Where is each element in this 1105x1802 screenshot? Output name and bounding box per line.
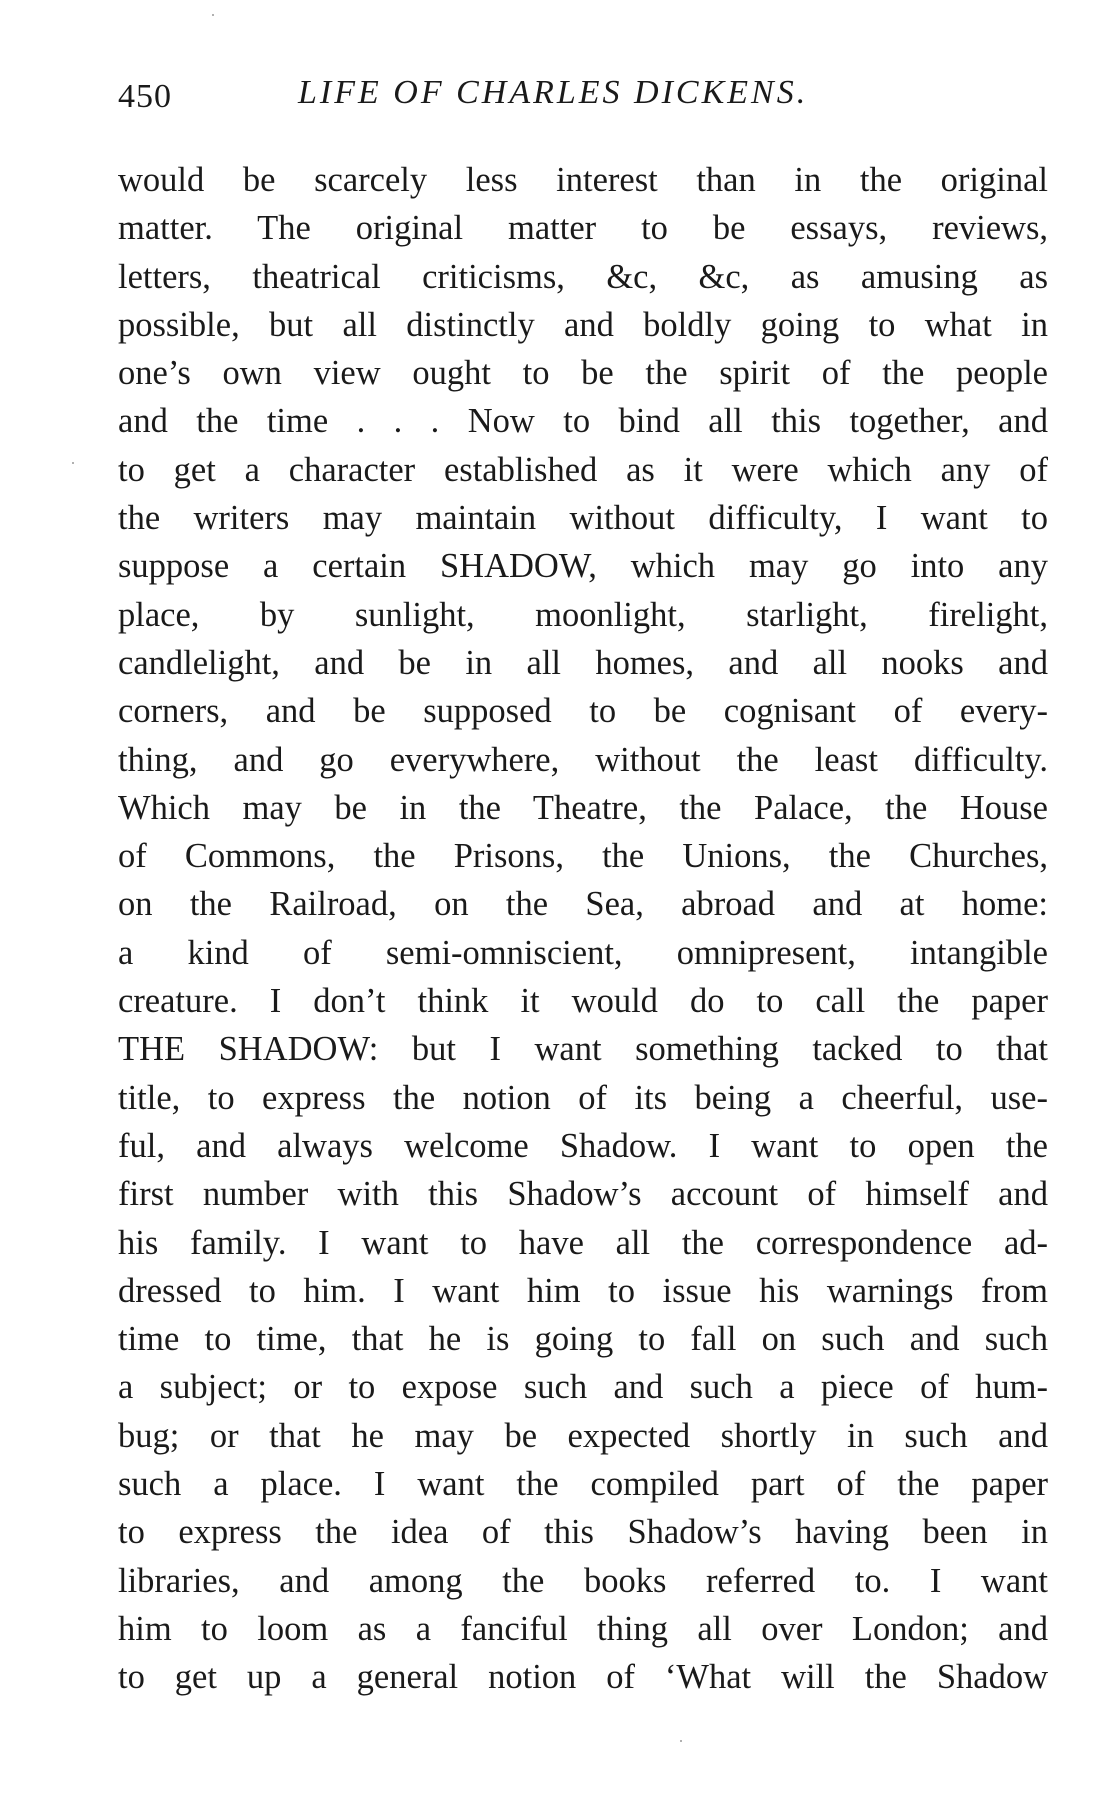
- text-line: time to time, that he is going to fall on such and such: [118, 1320, 1048, 1359]
- text-line: one’s own view ought to be the spirit of the people: [118, 354, 1048, 393]
- text-line: place, by sunlight, moonlight, starlight, firelight,: [118, 595, 1048, 634]
- text-line: THE SHADOW: but I want something tacked to that: [118, 1030, 1048, 1069]
- paper-speck: [212, 14, 214, 16]
- text-line: a kind of semi-omniscient, omnipresent, intangible: [118, 933, 1048, 972]
- running-head: LIFE OF CHARLES DICKENS.: [298, 74, 809, 111]
- text-line: corners, and be supposed to be cognisant of every-: [118, 692, 1048, 731]
- page-number: 450: [118, 78, 172, 115]
- text-line: ful, and always welcome Shadow. I want to open the: [118, 1126, 1048, 1165]
- text-line: libraries, and among the books referred to. I want: [118, 1561, 1048, 1600]
- text-line: candlelight, and be in all homes, and all nooks and: [118, 643, 1048, 682]
- text-line: and the time . . . Now to bind all this together, and: [118, 402, 1048, 441]
- body-text: [118, 156, 1048, 1702]
- text-line: suppose a certain SHADOW, which may go into any: [118, 547, 1048, 586]
- page-header: [118, 74, 1048, 124]
- text-line: to express the idea of this Shadow’s having been in: [118, 1513, 1048, 1552]
- text-line: dressed to him. I want him to issue his warnings from: [118, 1271, 1048, 1310]
- text-line: him to loom as a fanciful thing all over London; and: [118, 1609, 1048, 1648]
- text-line: to get a character established as it were which any of: [118, 450, 1048, 489]
- text-line: the writers may maintain without difficulty, I want to: [118, 499, 1048, 538]
- text-line: creature. I don’t think it would do to call the paper: [118, 982, 1048, 1021]
- text-line: letters, theatrical criticisms, &c, &c, as amusing as: [118, 257, 1048, 296]
- text-line: Which may be in the Theatre, the Palace, the House: [118, 788, 1048, 827]
- text-line: such a place. I want the compiled part of the paper: [118, 1465, 1048, 1504]
- text-line: thing, and go everywhere, without the least difficulty.: [118, 740, 1048, 779]
- text-line: on the Railroad, on the Sea, abroad and at home:: [118, 885, 1048, 924]
- paper-speck: [72, 462, 74, 464]
- text-line: would be scarcely less interest than in the original: [118, 161, 1048, 199]
- text-line: his family. I want to have all the correspondence ad-: [118, 1223, 1048, 1262]
- text-line: title, to express the notion of its being a cheerful, use-: [118, 1078, 1048, 1117]
- paper-speck: [680, 1740, 682, 1742]
- text-line: first number with this Shadow’s account of himself and: [118, 1175, 1048, 1214]
- text-line: bug; or that he may be expected shortly in such and: [118, 1416, 1048, 1455]
- text-line: of Commons, the Prisons, the Unions, the Churches,: [118, 837, 1048, 876]
- text-line: possible, but all distinctly and boldly going to what in: [118, 305, 1048, 344]
- text-line: matter. The original matter to be essays, reviews,: [118, 209, 1048, 248]
- text-line: a subject; or to expose such and such a piece of hum-: [118, 1368, 1048, 1407]
- text-line: to get up a general notion of ‘What will the Shadow: [118, 1658, 1048, 1697]
